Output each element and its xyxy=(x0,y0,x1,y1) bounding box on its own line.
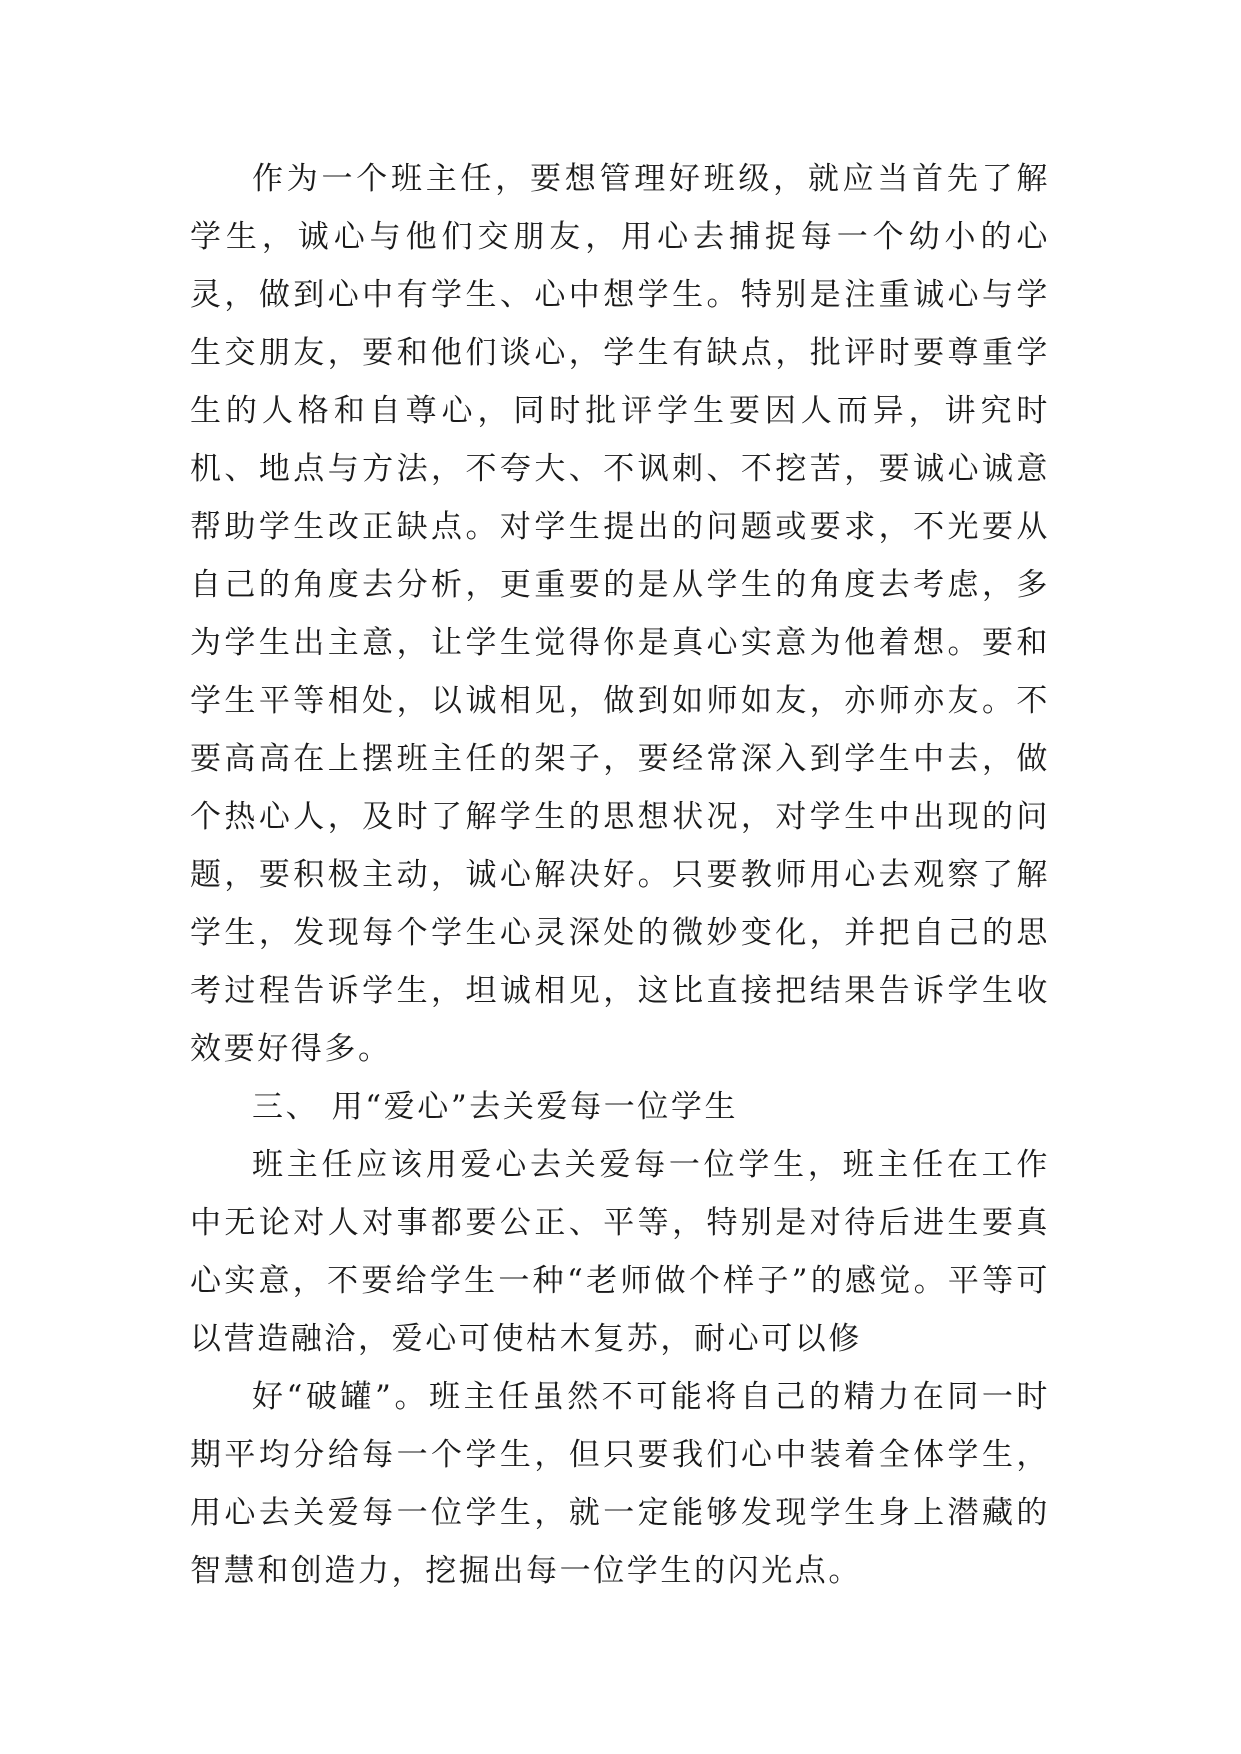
paragraph-understand-students: 作为一个班主任，要想管理好班级，就应当首先了解学生，诚心与他们交朋友，用心去捕捉每一个幼小的心灵，做到心中有学生、心中想学生。特别是注重诚心与学生交朋友，要和他们谈心，学生有缺点，批评时要尊重学生的人格和自尊心，同时批评学生要因人而异，讲究时机、地点与方法，不夸大、不讽刺、不挖苦，要诚心诚意帮助学生改正缺点。对学生提出的问题或要求，不光要从自己的角度去分析，更重要的是从学生的角度去考虑，多为学生出主意，让学生觉得你是真心实意为他着想。要和学生平等相处，以诚相见，做到如师如友，亦师亦友。不要高高在上摆班主任的架子，要经常深入到学生中去，做个热心人，及时了解学生的思想状况，对学生中出现的问题，要积极主动，诚心解决好。只要教师用心去观察了解学生，发现每个学生心灵深处的微妙变化，并把自己的思考过程告诉学生，坦诚相见，这比直接把结果告诉学生收效要好得多。 xyxy=(190,161,1050,1067)
paragraph-broken-pot: 好“破罐”。班主任虽然不可能将自己的精力在同一时期平均分给每一个学生，但只要我们心中装着全体学生，用心去关爱每一位学生，就一定能够发现学生身上潜藏的智慧和创造力，挖掘出每一位学生的闪光点。 xyxy=(190,1379,1050,1589)
paragraph-care-every-student: 班主任应该用爱心去关爱每一位学生，班主任在工作中无论对人对事都要公正、平等，特别是对待后进生要真心实意，不要给学生一种“老师做个样子”的感觉。平等可以营造融洽，爱心可使枯木复苏，耐心可以修 xyxy=(190,1147,1050,1357)
section-number: 三、 xyxy=(252,1089,320,1125)
section-title: 用“爱心”去关爱每一位学生 xyxy=(331,1089,739,1125)
document-body xyxy=(190,150,1050,1600)
section-heading-3 xyxy=(190,1078,1050,1136)
